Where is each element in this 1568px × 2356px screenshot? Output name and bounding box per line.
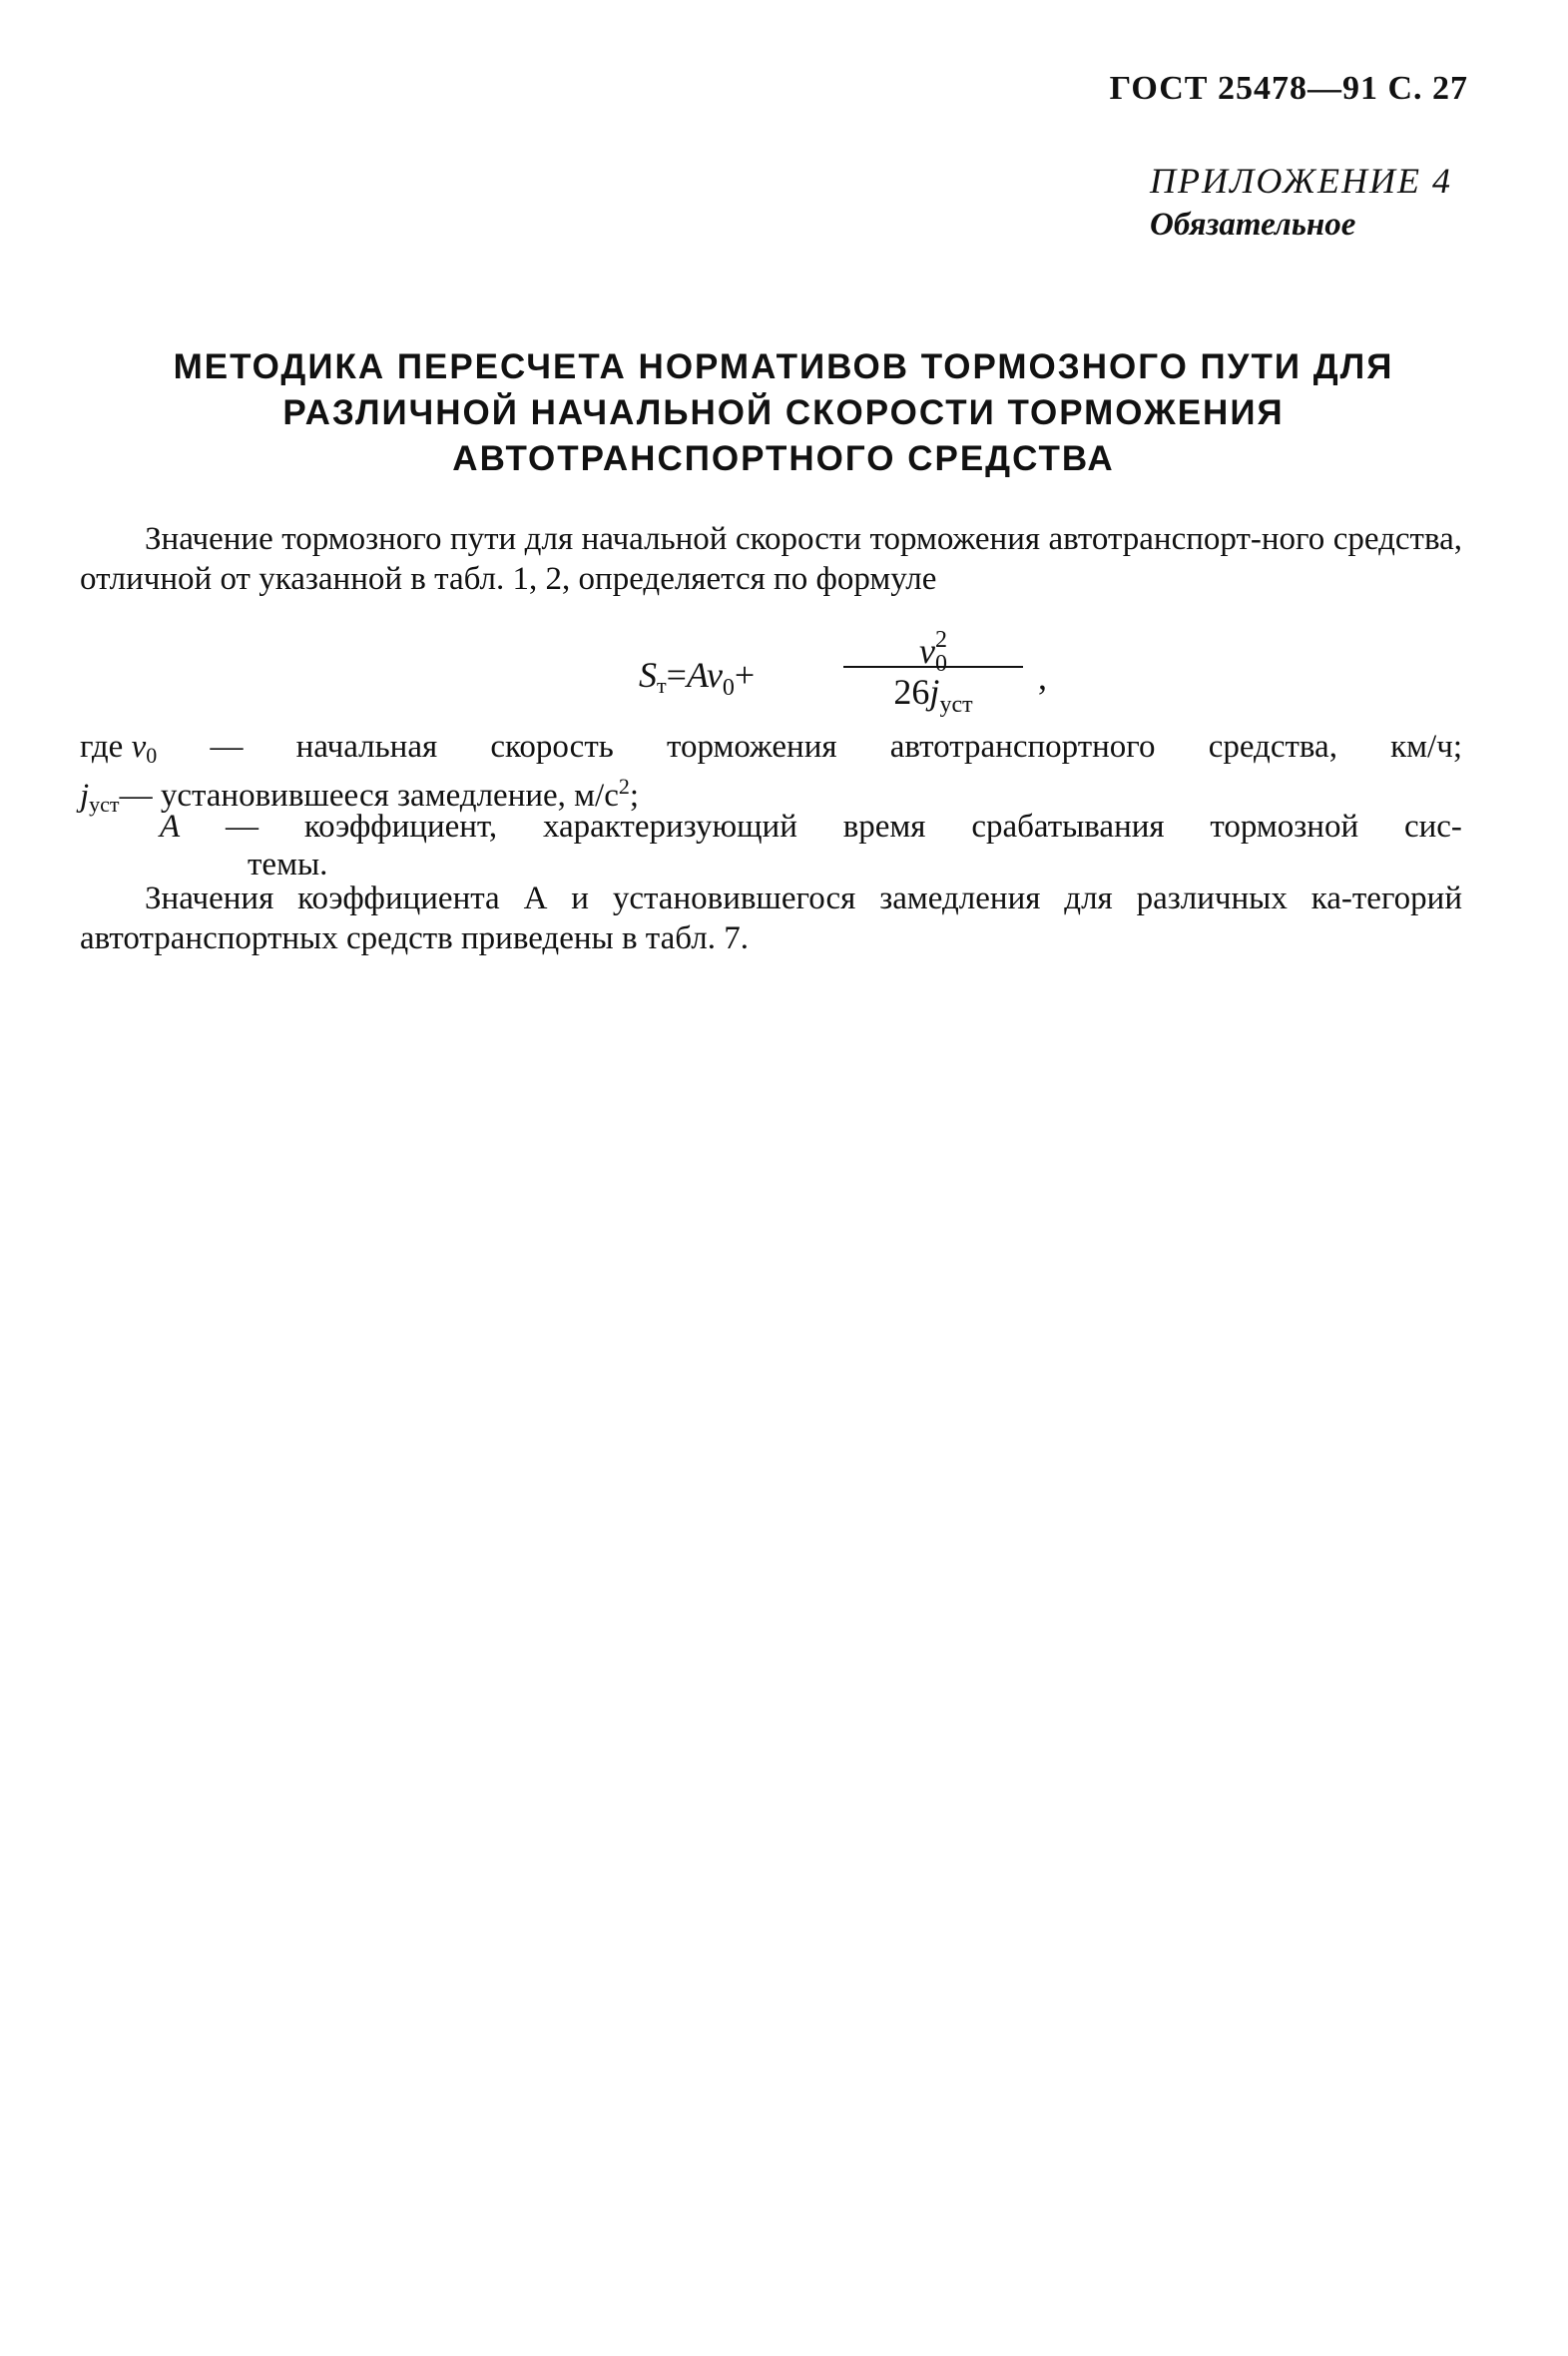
v0-word: автотранспортного <box>889 729 1156 765</box>
j-symbol: j <box>80 778 90 814</box>
a-word: тормозной <box>1210 809 1359 845</box>
j-text: — установившееся замедление, м/с <box>119 778 619 814</box>
v0-word: — <box>210 729 244 765</box>
title-line-2: РАЗЛИЧНОЙ НАЧАЛЬНОЙ СКОРОСТИ ТОРМОЖЕНИЯ <box>282 393 1285 432</box>
formula-term1-sub: 0 <box>722 675 735 701</box>
appendix-status: Обязательное <box>1150 207 1356 243</box>
j-sup: 2 <box>618 774 630 799</box>
a-word: — <box>226 809 259 845</box>
a-word: сис- <box>1403 809 1462 845</box>
a-word: время <box>842 809 926 845</box>
closing-text: Значения коэффициента А и установившегося замедления для различных ка-тегорий автотранспортных средств приведены в табл. 7. <box>80 881 1462 956</box>
formula-equals: = <box>666 655 687 695</box>
j-sub: уст <box>89 792 120 817</box>
definition-a-continuation: темы. <box>248 847 328 883</box>
formula-comma: , <box>1038 657 1047 697</box>
appendix-label: ПРИЛОЖЕНИЕ 4 <box>1150 161 1452 201</box>
intro-text: Значение тормозного пути для начальной скорости торможения автотранспорт-ного средства, отличной от указанной в табл. 1, 2, определяется по формуле <box>80 521 1462 597</box>
formula-left-side <box>639 654 755 702</box>
intro-paragraph <box>80 519 1462 599</box>
denominator-coef: 26 <box>893 672 930 712</box>
where-prefix: где <box>80 729 124 765</box>
a-word: характеризующий <box>542 809 797 845</box>
v0-word: км/ч; <box>1390 729 1462 765</box>
title-line-3: АВТОТРАНСПОРТНОГО СРЕДСТВА <box>452 439 1115 478</box>
formula-fraction <box>843 614 1023 716</box>
a-word: срабатывания <box>971 809 1165 845</box>
document-title <box>130 344 1437 482</box>
formula-lhs-sub: т <box>657 673 667 698</box>
title-line-1: МЕТОДИКА ПЕРЕСЧЕТА НОРМАТИВОВ ТОРМОЗНОГО ПУТИ ДЛЯ <box>173 347 1394 386</box>
closing-paragraph <box>80 879 1462 958</box>
v0-word: начальная <box>295 729 438 765</box>
fraction-numerator <box>843 614 1023 677</box>
j-end: ; <box>629 778 640 814</box>
denominator-sub: уст <box>939 692 973 718</box>
v0-word: средства, <box>1208 729 1337 765</box>
v0-word: скорость <box>490 729 614 765</box>
document-header-code: ГОСТ 25478—91 С. 27 <box>1109 70 1468 107</box>
formula-term1: Av <box>686 655 723 695</box>
formula-plus: + <box>734 655 756 695</box>
numerator-v: v <box>919 631 935 671</box>
numerator-sup: 2 <box>934 627 947 653</box>
v0-sub: 0 <box>146 743 158 768</box>
a-word: коэффициент, <box>303 809 498 845</box>
a-symbol: А <box>160 809 181 845</box>
formula-lhs-symbol: S <box>639 655 657 695</box>
fraction-denominator <box>843 668 1023 716</box>
numerator-sub: 0 <box>934 651 947 677</box>
definition-a <box>160 807 1462 847</box>
denominator-j: j <box>929 672 940 712</box>
v0-symbol: v <box>131 729 147 765</box>
v0-word: торможения <box>666 729 837 765</box>
